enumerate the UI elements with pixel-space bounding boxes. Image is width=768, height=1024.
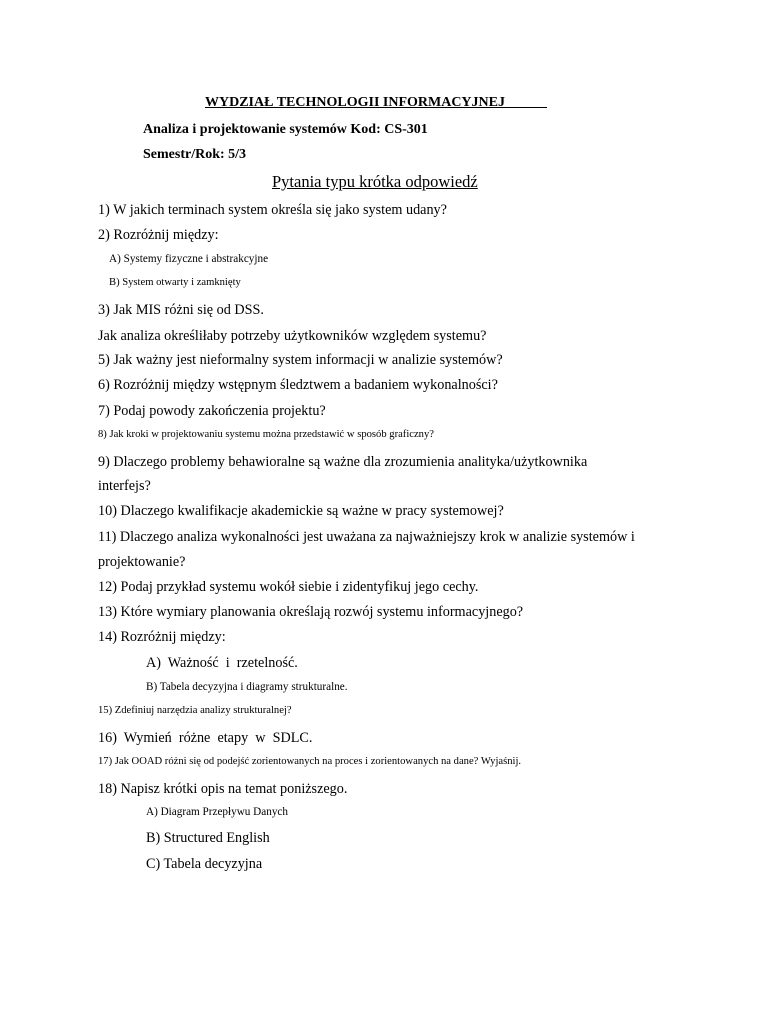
question-9-continued: interfejs? bbox=[98, 478, 151, 494]
question-11-continued: projektowanie? bbox=[98, 554, 186, 570]
question-14-option-a: A) Ważność i rzetelność. bbox=[146, 655, 298, 671]
question-8: 8) Jak kroki w projektowaniu systemu można przedstawić w sposób graficzny? bbox=[98, 429, 434, 440]
semester-line: Semestr/Rok: 5/3 bbox=[143, 147, 247, 162]
question-4: Jak analiza określiłaby potrzeby użytkowników względem systemu? bbox=[98, 328, 487, 344]
question-14-option-b: B) Tabela decyzyjna i diagramy strukturalne. bbox=[146, 681, 348, 693]
page-title: Pytania typu krótka odpowiedź bbox=[272, 172, 478, 191]
question-15: 15) Zdefiniuj narzędzia analizy strukturalnej? bbox=[98, 705, 292, 716]
question-14: 14) Rozróżnij między: bbox=[98, 629, 226, 645]
department-text: WYDZIAŁ TECHNOLOGII INFORMACYJNEJ bbox=[205, 95, 505, 110]
question-12: 12) Podaj przykład systemu wokół siebie i zidentyfikuj jego cechy. bbox=[98, 579, 479, 595]
question-5: 5) Jak ważny jest nieformalny system informacji w analizie systemów? bbox=[98, 352, 503, 368]
question-18-option-c: C) Tabela decyzyjna bbox=[146, 856, 263, 872]
question-6: 6) Rozróżnij między wstępnym śledztwem a badaniem wykonalności? bbox=[98, 377, 498, 393]
question-13: 13) Które wymiary planowania określają rozwój systemu informacyjnego? bbox=[98, 604, 524, 620]
question-2-option-b: B) System otwarty i zamknięty bbox=[109, 277, 241, 288]
question-17: 17) Jak OOAD różni się od podejść zorientowanych na proces i zorientowanych na dane? Wyjaśnij. bbox=[98, 756, 522, 767]
question-18: 18) Napisz krótki opis na temat poniższego. bbox=[98, 781, 348, 797]
question-18-option-b: B) Structured English bbox=[146, 830, 270, 846]
question-1: 1) W jakich terminach system określa się jako system udany? bbox=[98, 202, 447, 218]
question-9: 9) Dlaczego problemy behawioralne są ważne dla zrozumienia analityka/użytkownika bbox=[98, 454, 588, 470]
question-10: 10) Dlaczego kwalifikacje akademickie są ważne w pracy systemowej? bbox=[98, 503, 504, 519]
question-3: 3) Jak MIS różni się od DSS. bbox=[98, 302, 264, 318]
course-line: Analiza i projektowanie systemów Kod: CS-301 bbox=[143, 122, 428, 137]
question-2: 2) Rozróżnij między: bbox=[98, 227, 219, 243]
question-11: 11) Dlaczego analiza wykonalności jest uważana za najważniejszy krok w analizie systemów i bbox=[98, 529, 635, 545]
question-18-option-a: A) Diagram Przepływu Danych bbox=[146, 806, 288, 818]
department-heading bbox=[205, 96, 547, 110]
question-2-option-a: A) Systemy fizyczne i abstrakcyjne bbox=[109, 253, 269, 265]
question-7: 7) Podaj powody zakończenia projektu? bbox=[98, 403, 326, 419]
question-16: 16) Wymień różne etapy w SDLC. bbox=[98, 730, 313, 746]
